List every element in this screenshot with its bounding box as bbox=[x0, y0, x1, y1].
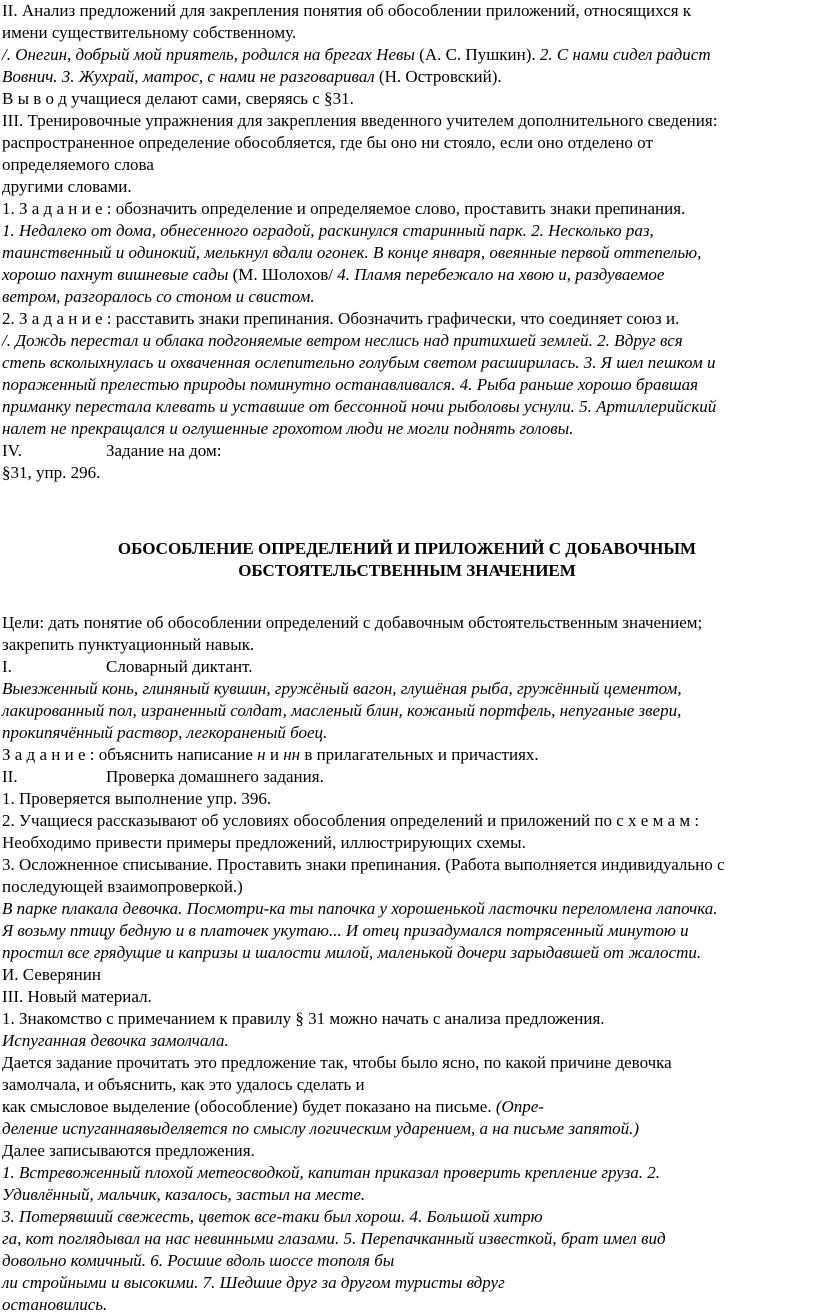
section-number: IV. bbox=[2, 441, 22, 460]
example-line: 1. Недалеко от дома, обнесенного оградой, раскинулся старинный парк. 2. Несколько раз, bbox=[2, 221, 654, 240]
task-line: 1. З а д а н и е : обозначить определение и определяемое слово, проставить знаки препинания. bbox=[2, 199, 686, 218]
example-text: /. Онегин, добрый мой приятель, родился на брегах Невы bbox=[2, 45, 415, 64]
text-line: II. Анализ предложений для закрепления понятия об обособлении приложений, относящихся к bbox=[2, 1, 692, 20]
poem-line: Я возьму птицу бедную и в платочек укутаю... И отец призадумался потрясенный минутою и bbox=[2, 921, 689, 940]
text-line: Далее записываются предложения. bbox=[2, 1141, 255, 1160]
example-line: степь всколыхнулась и охваченная ослепительно голубым светом расширилась. 3. Я шел пешком и bbox=[2, 353, 716, 372]
text-span: (Опре- bbox=[495, 1097, 544, 1116]
task-text: н bbox=[257, 745, 266, 764]
text-line bbox=[2, 66, 812, 88]
text-line: имени существительному собственному. bbox=[2, 23, 297, 42]
example-text: 2. С нами сидел радист bbox=[539, 45, 711, 64]
text-line: Необходимо привести примеры предложений, иллюстрирующих схемы. bbox=[2, 833, 526, 852]
citation: (М. Шолохов/ bbox=[228, 265, 338, 284]
example-line: Испуганная девочка замолчала. bbox=[2, 1031, 229, 1050]
text-line bbox=[2, 44, 812, 66]
example-line: /. Дождь перестал и облака подгоняемые ветром неслись над притихшей землей. 2. Вдруг вся bbox=[2, 331, 683, 350]
poem-line: В парке плакала девочка. Посмотри-ка ты папочка у хорошенькой ласточки переломлена лапочка. bbox=[2, 899, 718, 918]
citation: (А. С. Пушкин). bbox=[414, 45, 540, 64]
example-line: налет не прекращался и оглушенные грохотом люди не могли поднять головы. bbox=[2, 419, 574, 438]
text-line: другими словами. bbox=[2, 177, 132, 196]
text-line: Цели: дать понятие об обособлении определений с добавочным обстоятельственным значением; bbox=[2, 613, 703, 632]
text-line bbox=[2, 1096, 812, 1118]
text-line: 3. Осложненное списывание. Проставить знаки препинания. (Работа выполняется индивидуально с bbox=[2, 855, 725, 874]
citation: (Н. Островский). bbox=[374, 67, 502, 86]
example-line: Удивлённый, мальчик, казалось, застыл на месте. bbox=[2, 1185, 366, 1204]
section-heading bbox=[2, 656, 812, 678]
example-text: 4. Пламя перебежало на хвою и, раздуваемое bbox=[337, 265, 665, 284]
text-line: замолчала, и объяснить, как это удалось сделать и bbox=[2, 1075, 365, 1094]
spacer bbox=[2, 582, 812, 612]
poem-author: И. Северянин bbox=[2, 965, 101, 984]
section-heading: III. Новый материал. bbox=[2, 987, 152, 1006]
section-label: Словарный диктант. bbox=[106, 657, 253, 676]
example-line: приманку перестала клевать и уставшие от бессонной ночи рыболовы уснули. 5. Артиллерийский bbox=[2, 397, 717, 416]
text-line: Дается задание прочитать это предложение так, чтобы было ясно, по какой причине девочка bbox=[2, 1053, 672, 1072]
text-line: III. Тренировочные упражнения для закрепления введенного учителем дополнительного сведения: bbox=[2, 111, 718, 130]
dictation-line: прокипячённый раствор, легкораненый боец. bbox=[2, 723, 328, 742]
lesson-title: ОБОСОБЛЕНИЕ ОПРЕДЕЛЕНИЙ И ПРИЛОЖЕНИЙ С ДОБАВОЧНЫМ bbox=[117, 539, 697, 558]
section-label: Проверка домашнего задания. bbox=[106, 767, 324, 786]
text-line: деление испуганнаявыделяется по смыслу логическим ударением, а на письме запятой.) bbox=[2, 1119, 640, 1138]
example-line: 1. Встревоженный плохой метеосводкой, капитан приказал проверить крепление груза. 2. bbox=[2, 1163, 660, 1182]
example-line: остановились. bbox=[2, 1295, 108, 1314]
example-line: довольно комичный. 6. Росшие вдоль шоссе тополя бы bbox=[2, 1251, 395, 1270]
task-text: в прилагательных и причастиях. bbox=[300, 745, 539, 764]
text-line: закрепить пунктуационный навык. bbox=[2, 635, 255, 654]
example-line: 3. Потерявший свежесть, цветок все-таки был хорош. 4. Большой хитрю bbox=[2, 1207, 543, 1226]
task-line bbox=[2, 744, 812, 766]
task-text: З а д а н и е : объяснить написание bbox=[2, 745, 258, 764]
text-line: 1. Проверяется выполнение упр. 396. bbox=[2, 789, 272, 808]
example-line: ветром, разгоралось со стоном и свистом. bbox=[2, 287, 315, 306]
section-label: Задание на дом: bbox=[106, 441, 222, 460]
text-span: как смысловое выделение (обособление) будет показано на письме. bbox=[2, 1097, 496, 1116]
text-line: В ы в о д учащиеся делают сами, сверяясь с §31. bbox=[2, 89, 354, 108]
example-line: ли стройными и высокими. 7. Шедшие друг за другом туристы вдруг bbox=[2, 1273, 505, 1292]
example-text: Вовнич. 3. Жухрай, матрос, с нами не разговаривал bbox=[2, 67, 375, 86]
spacer bbox=[2, 484, 812, 538]
example-text: хорошо пахнут вишневые сады bbox=[2, 265, 229, 284]
task-text: и bbox=[265, 745, 284, 764]
section-number: II. bbox=[2, 767, 18, 786]
example-line bbox=[2, 264, 812, 286]
dictation-line: лакированный пол, израненный солдат, масленый блин, кожаный портфель, непуганые звери, bbox=[2, 701, 682, 720]
poem-line: простил все грядущие и капризы и шалости милой, маленькой дочери зарыдавшей от жалости. bbox=[2, 943, 702, 962]
text-line: распространенное определение обособляется, где бы оно ни стояло, если оно отделено от bbox=[2, 133, 653, 152]
text-line: 1. Знакомство с примечанием к правилу § 31 можно начать с анализа предложения. bbox=[2, 1009, 605, 1028]
section-number: I. bbox=[2, 657, 12, 676]
dictation-line: Выезженный конь, глиняный кувшин, гружёный вагон, глушёная рыба, гружённый цементом, bbox=[2, 679, 682, 698]
text-line: последующей взаимопроверкой.) bbox=[2, 877, 243, 896]
example-line: га, кот поглядывал на нас невинными глазами. 5. Перепачканный известкой, брат имел вид bbox=[2, 1229, 666, 1248]
example-line: таинственный и одинокий, мелькнул вдали огонек. В конце января, овеянные первой оттепелью, bbox=[2, 243, 702, 262]
task-line: 2. З а д а н и е : расставить знаки препинания. Обозначить графически, что соединяет союз и. bbox=[2, 309, 680, 328]
homework-line: §31, упр. 296. bbox=[2, 463, 101, 482]
text-line: 2. Учащиеся рассказывают об условиях обособления определений и приложений по с х е м а м : bbox=[2, 811, 700, 830]
example-line: пораженный прелестью природы поминутно останавливался. 4. Рыба раньше хорошо бравшая bbox=[2, 375, 699, 394]
text-line: определяемого слова bbox=[2, 155, 154, 174]
section-heading bbox=[2, 440, 812, 462]
task-text: нн bbox=[283, 745, 301, 764]
lesson-title: ОБСТОЯТЕЛЬСТВЕННЫМ ЗНАЧЕНИЕМ bbox=[238, 561, 576, 580]
section-heading bbox=[2, 766, 812, 788]
